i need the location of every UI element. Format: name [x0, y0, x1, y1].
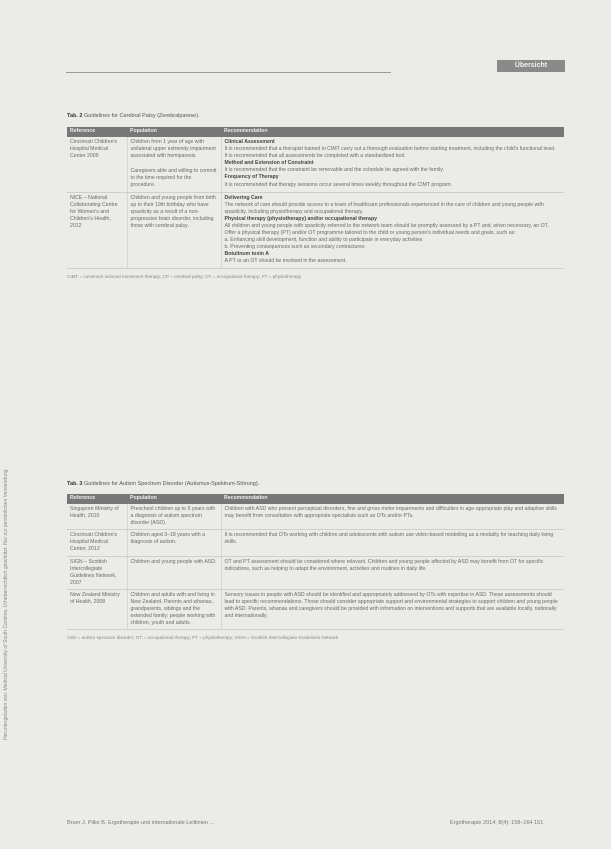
table3-body [67, 504, 564, 630]
cell-recommendation: It is recommended that OTs working with children and adolescents with autism use video-based modelling as a modality for teaching daily living skills. [221, 530, 564, 556]
recommendation-text: It is recommended that therapy sessions occur several times weekly throughout the CIMT program. [224, 181, 453, 188]
table2-body [67, 137, 564, 268]
table2-header-population: Population [127, 127, 221, 137]
table3-caption: Tab. 3 Guidelines for Autism Spectrum Disorder (Autismus-Spektrum-Störung). [67, 481, 260, 487]
population-text: Caregivers able and willing to commit to the time required for the procedure. [130, 168, 217, 189]
cell-reference: Singapore Ministry of Health, 2010 [67, 504, 127, 530]
cell-recommendation [221, 137, 564, 192]
cell-population: Children and young people with ASD. [127, 556, 221, 589]
recommendation-heading: Delivering Care [224, 194, 263, 201]
table2-header-recommendation: Recommendation [221, 127, 564, 137]
cell-population: Preschool children up to 6 years with a diagnosis of autism spectrum disorder (ASD). [127, 504, 221, 530]
recommendation-text: All children and young people with spasticity referred to the network team should be promptly assessed by a PT and, when necessary, an OT. [224, 222, 549, 229]
recommendation-text: It is recommended that a therapist trained in CIMT carry out a thorough evaluation before starting treatment, including the child's functional level. [224, 146, 556, 153]
population-text: Children and young people from birth up to their 19th birthday who have spasticity as a result of a non-progressive brain disorder, including those with cerebral palsy. [130, 194, 216, 229]
recommendation-heading: Botulinum toxin A [224, 251, 269, 258]
footer-citation: Bruer J, Pilke B. Ergotherapie und internationale Leitlinien ... [67, 820, 215, 826]
cell-recommendation: OT and PT assessment should be considered where relevant. Children and young people affected by ASD may benefit from OT for specific indications, such as helping to adapt the environment, activities and routines in daily life. [221, 556, 564, 589]
table-row [67, 556, 564, 589]
section-badge: Übersicht [497, 60, 565, 72]
table3-footnote: ASD = autism spectrum disorder; OT = occupational therapy; PT = physiotherapy; SIGN = Scottish Intercollegiate Guidelines Network [67, 635, 339, 640]
table3-header-population: Population [127, 494, 221, 504]
recommendation-text: Offer a physical therapy (PT) and/or OT programme tailored to the child or young person's individual needs and goals, such as: [224, 230, 516, 237]
cell-reference: SIGN – Scottish Intercollegiate Guidelines Network, 2007 [67, 556, 127, 589]
table3-header-recommendation: Recommendation [221, 494, 564, 504]
cell-population: Children and adults with and living in New Zealand. Parents and whanau, grandparents, siblings and the extended family; people working with children, youth and adults. [127, 589, 221, 629]
recommendation-text: A PT or an OT should be involved in the assessment. [224, 258, 347, 265]
cell-recommendation [221, 192, 564, 268]
cell-recommendation: Children with ASD who present perceptual disorders, fine and gross motor impairments and difficulties in age-appropriate play and adaptive skills may benefit from consultation with appropriate specialists such as OTs and/or PTs. [221, 504, 564, 530]
table-row [67, 530, 564, 556]
table-row [67, 504, 564, 530]
cell-reference: New Zealand Ministry of Health, 2008 [67, 589, 127, 629]
recommendation-heading: Physical therapy (physiotherapy) and/or occupational therapy [224, 215, 377, 222]
cell-recommendation: Sensory issues in people with ASD should be identified and appropriately addressed by OTs with expertise in ASD. These assessments should lead to specific recommendations. Those should consider appropriate support and environmental strategies to support children and young people with ASD. Parents, whanau and caregivers should be provided with information on interventions and supports that are available locally, nationally and internationally. [221, 589, 564, 629]
cell-population [127, 192, 221, 268]
recommendation-text: It is recommended that the constraint be removable and the schedule be agreed with the family. [224, 167, 444, 174]
header-rule [66, 72, 391, 73]
cell-reference: Cincinnati Children's Hospital Medical Center, 2012 [67, 530, 127, 556]
table2-footnote: CIMT = constraint induced movement therapy; CP = cerebral palsy; OT = occupational therapy; PT = physiotherapy [67, 274, 302, 279]
population-text: Children from 1 year of age with unilateral upper extremity impairment associated with hemiparesis. [130, 139, 216, 160]
table-row [67, 589, 564, 629]
recommendation-text: It is recommended that all assessments be completed with a standardized tool. [224, 153, 406, 160]
cell-population: Children aged 3–18 years with a diagnosis of autism. [127, 530, 221, 556]
table3 [67, 494, 564, 630]
table3-header-reference: Reference [67, 494, 127, 504]
recommendation-heading: Clinical Assessment [224, 139, 275, 145]
table2 [67, 127, 564, 269]
recommendation-heading: Frequency of Therapy [224, 174, 279, 181]
recommendation-heading: Method and Extension of Constraint [224, 160, 314, 167]
table2-header-reference: Reference [67, 127, 127, 137]
recommendation-text: b. Preventing consequences such as secondary contractures [224, 244, 365, 251]
cell-reference: Cincinnati Children's Hospital Medical Center 2009 [67, 137, 127, 192]
table-row [67, 137, 564, 192]
footer-page-info: Ergotherapie 2014; 8(4): 158–164 151 [450, 820, 544, 826]
recommendation-text: a. Enhancing skill development, function and ability to participate in everyday activities [224, 237, 423, 244]
cell-reference: NICE – National Collaborating Centre for Women's and Children's Health, 2012 [67, 192, 127, 268]
table-row [67, 192, 564, 268]
cell-population [127, 137, 221, 192]
recommendation-text: The network of care should provide access to a team of healthcare professionals experienced in the care of children and young people with spasticity, including physiotherapy and occupational therapy. [224, 201, 544, 215]
side-margin-note: Heruntergeladen von: Medical University of South Carolina. Urheberrechtlich geschützt. Nur zur persönlichen Verwendung [3, 469, 9, 740]
table2-caption: Tab. 2 Guidelines for Cerebral Palsy (Zerebralparese). [67, 113, 200, 119]
